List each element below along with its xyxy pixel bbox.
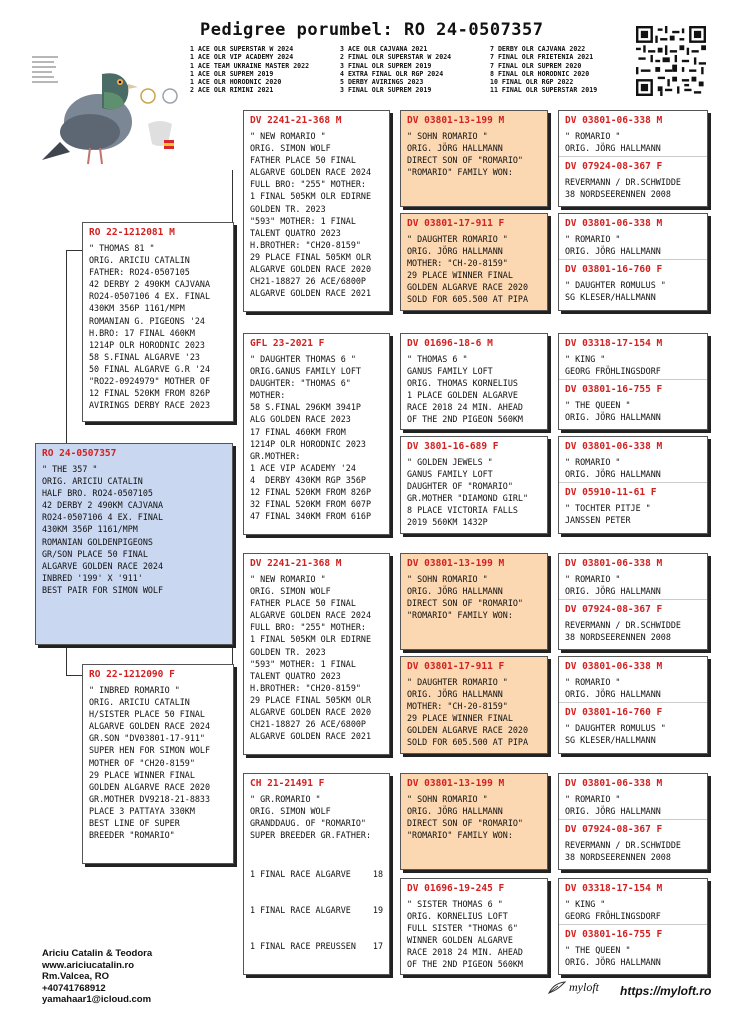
feather-icon <box>548 981 566 995</box>
ring-number: DV 03801-13-199 M <box>407 115 505 126</box>
pigeon-description: " DAUGHTER ROMULUS " SG KLESER/HALLMANN <box>565 723 666 746</box>
pigeon-description: " THOMAS 81 " ORIG. ARICIU CATALIN FATHER: RO24-0507105 42 DERBY 2 490KM CAJVANA RO24-0507106 4 EX. FINAL 430KM 356P 1161/MPM ROMANIAN G. PIGEONS '24 H.BRO: 17 FINAL 460KM 1214P OLR HORODNIC 2023 58 S.FINAL ALGARVE '23 50 FINAL ALGARVE G.R '24 "RO22-0924979" MOTHER OF 12 FINAL 520KM FROM 826P AVIRINGS DERBY RACE 2023 <box>89 243 211 411</box>
ring-number: DV 03801-16-755 F <box>565 929 663 941</box>
pigeon-description: REVERMANN / DR.SCHWIDDE 38 NORDSEERENNEN 2008 <box>565 620 681 643</box>
site-link[interactable]: https://myloft.ro <box>620 984 712 998</box>
main-pigeon-card[interactable] <box>35 443 233 645</box>
pigeon-description: " GR.ROMARIO " ORIG. SIMON WOLF GRANDDAUG. OF "ROMARIO" SUPER BREEDER GR.FATHER: <box>250 794 372 841</box>
great-grandparent-card[interactable] <box>400 553 548 650</box>
result-item: 7 DERBY OLR CAJVANA 2022 <box>490 45 586 53</box>
ancestor-pair-card[interactable] <box>558 656 708 754</box>
pigeon-description: " THE QUEEN " ORIG. JÖRG HALLMANN <box>565 400 661 423</box>
result-item: 4 EXTRA FINAL OLR RGP 2024 <box>340 69 444 78</box>
pigeon-description: " THE QUEEN " ORIG. JÖRG HALLMANN <box>565 945 661 968</box>
ring-number: DV 3801-16-689 F <box>407 441 499 452</box>
result-item: 1 ACE OLR SUPREM 2019 <box>190 69 274 78</box>
ancestor-pair-card[interactable] <box>558 553 708 650</box>
connector <box>66 250 82 251</box>
breeder-website[interactable]: www.ariciucatalin.ro <box>42 959 135 971</box>
great-grandparent-card[interactable] <box>400 110 548 207</box>
ring-number: DV 2241-21-368 M <box>250 115 342 126</box>
pigeon-description: " SOHN ROMARIO " ORIG. JÖRG HALLMANN DIRECT SON OF "ROMARIO" "ROMARIO" FAMILY WON: <box>407 131 523 178</box>
ancestor-pair-card[interactable] <box>558 773 708 870</box>
grandparent-card[interactable] <box>243 333 390 535</box>
breeder-phone[interactable]: +40741768912 <box>42 982 106 994</box>
pigeon-description: " SISTER THOMAS 6 " ORIG. KORNELIUS LOFT FULL SISTER "THOMAS 6" WINNER GOLDEN ALGARVE RACE 2018 24 MIN. AHEAD OF THE 2ND PIGEON 560KM <box>407 899 523 970</box>
ring-number: DV 2241-21-368 M <box>250 558 342 569</box>
pigeon-description: " ROMARIO " ORIG. JÖRG HALLMANN <box>565 457 661 480</box>
page-title: Pedigree porumbel: RO 24-0507357 <box>200 20 544 40</box>
pigeon-description: " ROMARIO " ORIG. JÖRG HALLMANN <box>565 131 661 154</box>
result-item: 1 ACE OLR VIP ACADEMY 2024 <box>190 53 294 62</box>
ring-number: DV 03801-06-338 M <box>565 115 663 126</box>
pigeon-description: " TOCHTER PITJE " JANSSEN PETER <box>565 503 651 526</box>
ring-number: DV 03318-17-154 M <box>565 338 663 349</box>
ring-number: RO 24-0507357 <box>42 448 117 459</box>
ring-number: DV 01696-19-245 F <box>407 883 505 894</box>
pigeon-description: " SOHN ROMARIO " ORIG. JÖRG HALLMANN DIRECT SON OF "ROMARIO" "ROMARIO" FAMILY WON: <box>407 794 523 841</box>
connector <box>66 645 67 675</box>
ring-number: CH 21-21491 F <box>250 778 325 789</box>
ring-number: RO 22-1212081 M <box>89 227 175 238</box>
ring-number: DV 03801-06-338 M <box>565 218 663 229</box>
ring-number: RO 22-1212090 F <box>89 669 175 680</box>
result-item: 11 FINAL OLR SUPERSTAR 2019 <box>490 86 598 95</box>
pigeon-description: " NEW ROMARIO " ORIG. SIMON WOLF FATHER PLACE 50 FINAL ALGARVE GOLDEN RACE 2024 FULL BRO: "255" MOTHER: 1 FINAL 505KM OLR EDIRNE GOLDEN TR. 2023 "593" MOTHER: 1 FINAL TALENT QUATRO 2023 H.BROTHER: "CH20-8159" 29 PLACE FINAL 505KM OLR ALGARVE GOLDEN RACE 2020 CH21-18827 26 ACE/6800P ALGARVE GOLDEN RACE 2021 <box>250 131 372 299</box>
great-grandparent-card[interactable] <box>400 878 548 975</box>
ancestor-pair-card[interactable] <box>558 436 708 534</box>
pigeon-description: " DAUGHTER ROMARIO " ORIG. JÖRG HALLMANN MOTHER: "CH-20-8159" 29 PLACE WINNER FINAL GOLDEN ALGARVE RACE 2020 SOLD FOR 605.500 AT PIPA <box>407 677 529 748</box>
great-grandparent-card[interactable] <box>400 213 548 311</box>
result-item: 1 ACE OLR SUPERSTAR W 2024 <box>190 45 294 53</box>
result-item: 3 ACE OLR CAJVANA 2021 <box>340 45 428 53</box>
myloft-logo <box>548 980 599 995</box>
pigeon-description: " THE 357 " ORIG. ARICIU CATALIN HALF BRO. RO24-0507105 42 DERBY 2 490KM CAJVANA RO24-0507106 4 EX. FINAL 430KM 356P 1161/MPM ROMANIAN GOLDENPIGEONS GR/SON PLACE 50 FINAL ALGARVE GOLDEN RACE 2024 INBRED '199' X '911' BEST PAIR FOR SIMON WOLF <box>42 464 164 595</box>
ring-number: DV 03801-16-760 F <box>565 707 663 719</box>
pigeon-description: REVERMANN / DR.SCHWIDDE 38 NORDSEERENNEN 2008 <box>565 177 681 200</box>
dam-card[interactable] <box>82 664 234 864</box>
race-result <box>407 205 541 207</box>
race-result: 1 FINAL RACE ALGARVE 18 <box>250 868 383 879</box>
ring-number: DV 07924-08-367 F <box>565 604 663 616</box>
pigeon-description: " KING " GEORG FRÖHLINGSDORF <box>565 899 661 922</box>
ring-number: DV 03801-16-760 F <box>565 264 663 276</box>
pigeon-description: " ROMARIO " ORIG. JÖRG HALLMANN <box>565 677 661 700</box>
ring-number: DV 03801-06-338 M <box>565 558 663 569</box>
results-list <box>190 45 630 95</box>
grandparent-card[interactable] <box>243 110 390 312</box>
race-result: 1 FINAL RACE PREUSSEN 17 <box>250 941 383 952</box>
pigeon-description: REVERMANN / DR.SCHWIDDE 38 NORDSEERENNEN 2008 <box>565 840 681 863</box>
ring-number: DV 03801-13-199 M <box>407 558 505 569</box>
breeder-name: Ariciu Catalin & Teodora <box>42 948 153 959</box>
grandparent-card[interactable] <box>243 773 390 975</box>
result-item: 3 FINAL OLR SUPREM 2019 <box>340 86 432 95</box>
pigeon-description: " GOLDEN JEWELS " GANUS FAMILY LOFT DAUGHTER OF "ROMARIO" GR.MOTHER "DIAMOND GIRL" 8 PLACE VICTORIA FALLS 2019 560KM 1432P <box>407 457 529 528</box>
pigeon-description: " THOMAS 6 " GANUS FAMILY LOFT ORIG. THOMAS KORNELIUS 1 PLACE GOLDEN ALGARVE RACE 2018 24 MIN. AHEAD OF THE 2ND PIGEON 560KM <box>407 354 523 425</box>
race-result: 1 FINAL RACE ALGARVE 19 <box>250 904 383 915</box>
result-item: 10 FINAL OLR RGP 2022 <box>490 78 574 87</box>
ring-number: DV 03318-17-154 M <box>565 883 663 894</box>
ancestor-pair-card[interactable] <box>558 213 708 311</box>
pigeon-description: " INBRED ROMARIO " ORIG. ARICIU CATALIN H/SISTER PLACE 50 FINAL ALGARVE GOLDEN RACE 2024 GR.SON "DV03801-17-911" SUPER HEN FOR SIMON WOLF MOTHER OF "CH20-8159" 29 PLACE WINNER FINAL GOLDEN ALGARVE RACE 2020 GR.MOTHER DV9218-21-8833 PLACE 3 PATTAYA 330KM BEST LINE OF SUPER BREEDER "ROMARIO" <box>89 685 211 841</box>
pigeon-description: " ROMARIO " ORIG. JÖRG HALLMANN <box>565 234 661 257</box>
ring-number: DV 07924-08-367 F <box>565 824 663 836</box>
breeder-city: Rm.Valcea, RO <box>42 971 110 982</box>
result-item: 5 DERBY AVIRINGS 2023 <box>340 78 424 87</box>
result-item: 2 ACE OLR RIMINI 2021 <box>190 86 274 95</box>
pigeon-description: " ROMARIO " ORIG. JÖRG HALLMANN <box>565 794 661 817</box>
race-result <box>407 868 541 870</box>
connector <box>66 250 67 445</box>
pigeon-description: " ROMARIO " ORIG. JÖRG HALLMANN <box>565 574 661 597</box>
pigeon-description: " KING " GEORG FRÖHLINGSDORF <box>565 354 661 377</box>
pigeon-photo <box>30 52 190 167</box>
great-grandparent-card[interactable] <box>400 773 548 870</box>
pigeon-description: " NEW ROMARIO " ORIG. SIMON WOLF FATHER PLACE 50 FINAL ALGARVE GOLDEN RACE 2024 FULL BRO: "255" MOTHER: 1 FINAL 505KM OLR EDIRNE GOLDEN TR. 2023 "593" MOTHER: 1 FINAL TALENT QUATRO 2023 H.BROTHER: "CH20-8159" 29 PLACE FINAL 505KM OLR ALGARVE GOLDEN RACE 2020 CH21-18827 26 ACE/6800P ALGARVE GOLDEN RACE 2021 <box>250 574 372 742</box>
ring-number: DV 03801-17-911 F <box>407 218 505 229</box>
grandparent-card[interactable] <box>243 553 390 755</box>
great-grandparent-card[interactable] <box>400 656 548 754</box>
pigeon-description: " SOHN ROMARIO " ORIG. JÖRG HALLMANN DIRECT SON OF "ROMARIO" "ROMARIO" FAMILY WON: <box>407 574 523 621</box>
result-item: 1 ACE TEAM UKRAINE MASTER 2022 <box>190 61 310 70</box>
result-item: 8 FINAL OLR HORODNIC 2020 <box>490 69 590 78</box>
ancestor-pair-card[interactable] <box>558 110 708 207</box>
result-item: 2 FINAL OLR SUPERSTAR W 2024 <box>340 53 452 62</box>
breeder-contact <box>42 948 152 1006</box>
result-item: 7 FINAL OLR FRIETENIA 2021 <box>490 53 594 62</box>
result-item: 3 FINAL OLR SUPREM 2019 <box>340 61 432 70</box>
result-item: 1 ACE OLR HORODNIC 2020 <box>190 78 282 87</box>
ring-number: DV 05910-11-61 F <box>565 487 657 499</box>
race-result <box>407 648 541 650</box>
ring-number: DV 03801-17-911 F <box>407 661 505 672</box>
ring-number: DV 03801-06-338 M <box>565 441 663 452</box>
sire-card[interactable] <box>82 222 234 422</box>
ring-number: DV 03801-06-338 M <box>565 661 663 672</box>
ring-number: DV 01696-18-6 M <box>407 338 493 349</box>
ring-number: DV 03801-06-338 M <box>565 778 663 789</box>
breeder-email[interactable]: yamahaar1@icloud.com <box>42 994 152 1005</box>
ring-number: DV 07924-08-367 F <box>565 161 663 173</box>
pigeon-description: " DAUGHTER THOMAS 6 " ORIG.GANUS FAMILY LOFT DAUGHTER: "THOMAS 6" MOTHER: 58 S.FINAL 296KM 3941P ALG GOLDEN RACE 2023 17 FINAL 460KM FROM 1214P OLR HORODNIC 2023 GR.MOTHER: 1 ACE VIP ACADEMY '24 4 DERBY 430KM RGP 356P 12 FINAL 520KM FROM 826P 32 FINAL 520KM FROM 607P 47 FINAL 340KM FROM 616P <box>250 354 372 522</box>
connector <box>66 675 82 676</box>
result-item: 7 FINAL OLR SUPREM 2020 <box>490 61 582 70</box>
great-grandparent-card[interactable] <box>400 333 548 430</box>
qr-code-icon[interactable] <box>636 26 706 96</box>
brand-name: myloft <box>569 980 599 994</box>
ring-number: DV 03801-13-199 M <box>407 778 505 789</box>
ancestor-pair-card[interactable] <box>558 878 708 975</box>
pigeon-description: " DAUGHTER ROMARIO " ORIG. JÖRG HALLMANN MOTHER: "CH-20-8159" 29 PLACE WINNER FINAL GOLDEN ALGARVE RACE 2020 SOLD FOR 605.500 AT PIPA <box>407 234 529 305</box>
pigeon-description: " DAUGHTER ROMULUS " SG KLESER/HALLMANN <box>565 280 666 303</box>
ring-number: GFL 23-2021 F <box>250 338 325 349</box>
great-grandparent-card[interactable] <box>400 436 548 534</box>
ring-number: DV 03801-16-755 F <box>565 384 663 396</box>
ancestor-pair-card[interactable] <box>558 333 708 430</box>
